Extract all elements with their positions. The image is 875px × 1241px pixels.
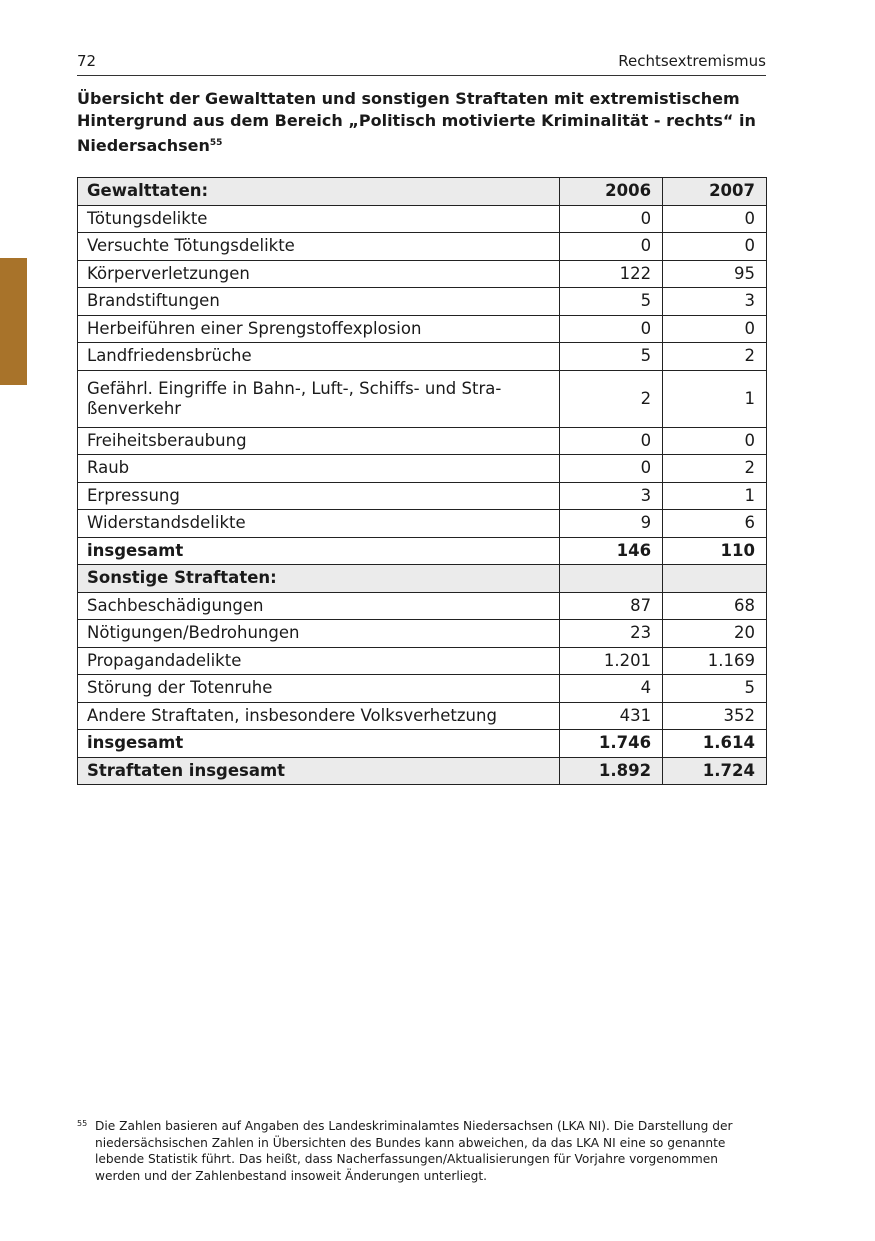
value-2007: 1.614 (663, 730, 767, 758)
value-2007: 6 (663, 510, 767, 538)
row-label: Landfriedensbrüche (78, 343, 560, 371)
table-row (78, 510, 767, 538)
table-row (78, 260, 767, 288)
value-2006: 3 (560, 482, 663, 510)
value-2006: 0 (560, 427, 663, 455)
value-2007: 352 (663, 702, 767, 730)
value-2006: 87 (560, 592, 663, 620)
column-header-label: Gewalttaten: (78, 178, 560, 206)
table-row (78, 288, 767, 316)
column-header-2006: 2006 (560, 178, 663, 206)
value-2006: 431 (560, 702, 663, 730)
value-2007: 5 (663, 675, 767, 703)
row-label: Sachbeschädigungen (78, 592, 560, 620)
table-title-text: Übersicht der Gewalttaten und sonstigen Straftaten mit extremistischem Hintergrund aus dem Bereich „Politisch motivierte Kriminalität - rechts“ in Niedersachsen (77, 89, 756, 155)
row-label: Andere Straftaten, insbesondere Volksverhetzung (78, 702, 560, 730)
crime-statistics-table (77, 177, 767, 785)
value-2006: 2 (560, 370, 663, 427)
row-label: Brandstiftungen (78, 288, 560, 316)
value-2006: 0 (560, 233, 663, 261)
table-row (78, 482, 767, 510)
row-label: insgesamt (78, 730, 560, 758)
table-row (78, 233, 767, 261)
value-2007: 1.169 (663, 647, 767, 675)
table-row (78, 343, 767, 371)
row-label: Erpressung (78, 482, 560, 510)
section-label: Sonstige Straftaten: (78, 565, 560, 593)
row-label: Freiheitsberaubung (78, 427, 560, 455)
empty-cell (560, 565, 663, 593)
value-2007: 0 (663, 233, 767, 261)
value-2007: 2 (663, 455, 767, 483)
row-label: Raub (78, 455, 560, 483)
row-label: Störung der Totenruhe (78, 675, 560, 703)
table-row (78, 455, 767, 483)
chapter-side-tab (0, 258, 27, 385)
row-label: Herbeiführen einer Sprengstoffexplosion (78, 315, 560, 343)
value-2007: 95 (663, 260, 767, 288)
table-row (78, 620, 767, 648)
row-label: insgesamt (78, 537, 560, 565)
violent-total-row (78, 537, 767, 565)
table-row (78, 315, 767, 343)
running-title: Rechtsextremismus (618, 52, 766, 70)
table-row (78, 647, 767, 675)
value-2006: 1.201 (560, 647, 663, 675)
column-header-2007: 2007 (663, 178, 767, 206)
page-number: 72 (77, 52, 97, 70)
value-2006: 23 (560, 620, 663, 648)
row-label: Straftaten insgesamt (78, 757, 560, 785)
row-label: Nötigungen/Bedrohungen (78, 620, 560, 648)
row-label: Propagandadelikte (78, 647, 560, 675)
footnote-number: 55 (77, 1119, 88, 1128)
footnote (77, 1118, 767, 1184)
value-2006: 4 (560, 675, 663, 703)
empty-cell (663, 565, 767, 593)
footnote-reference: 55 (209, 138, 223, 148)
value-2006: 5 (560, 288, 663, 316)
value-2007: 0 (663, 315, 767, 343)
value-2006: 122 (560, 260, 663, 288)
table-row (78, 205, 767, 233)
value-2007: 20 (663, 620, 767, 648)
table-row (78, 592, 767, 620)
grand-total-row (78, 757, 767, 785)
value-2006: 0 (560, 205, 663, 233)
table-row (78, 370, 767, 427)
table-row (78, 427, 767, 455)
value-2007: 3 (663, 288, 767, 316)
value-2007: 1 (663, 482, 767, 510)
value-2007: 1.724 (663, 757, 767, 785)
value-2006: 9 (560, 510, 663, 538)
row-label: Körperverletzungen (78, 260, 560, 288)
value-2007: 2 (663, 343, 767, 371)
value-2007: 68 (663, 592, 767, 620)
row-label: Tötungsdelikte (78, 205, 560, 233)
value-2006: 5 (560, 343, 663, 371)
value-2007: 110 (663, 537, 767, 565)
value-2007: 0 (663, 205, 767, 233)
value-2007: 0 (663, 427, 767, 455)
value-2006: 0 (560, 455, 663, 483)
value-2006: 1.892 (560, 757, 663, 785)
other-section-header-row (78, 565, 767, 593)
other-total-row (78, 730, 767, 758)
table-header-row (78, 178, 767, 206)
page-header (77, 50, 766, 76)
value-2006: 146 (560, 537, 663, 565)
row-label: Widerstandsdelikte (78, 510, 560, 538)
row-label: Versuchte Tötungsdelikte (78, 233, 560, 261)
value-2006: 0 (560, 315, 663, 343)
footnote-text: Die Zahlen basieren auf Angaben des Landeskriminalamtes Niedersachsen (LKA NI). Die Darstellung der niedersächsischen Zahlen in Übersichten des Bundes kann abweichen, da das LKA NI eine so genannte lebende Statistik führt. Das heißt, dass Nacherfassungen/Aktualisierungen für Vorjahre vorgenommen werden und der Zahlenbestand insoweit Änderungen unterliegt. (95, 1119, 733, 1183)
value-2006: 1.746 (560, 730, 663, 758)
table-row (78, 675, 767, 703)
table-title (77, 88, 767, 157)
value-2007: 1 (663, 370, 767, 427)
row-label: Gefährl. Eingriffe in Bahn-, Luft-, Schiffs- und Straßenverkehr (78, 370, 560, 427)
table-row (78, 702, 767, 730)
